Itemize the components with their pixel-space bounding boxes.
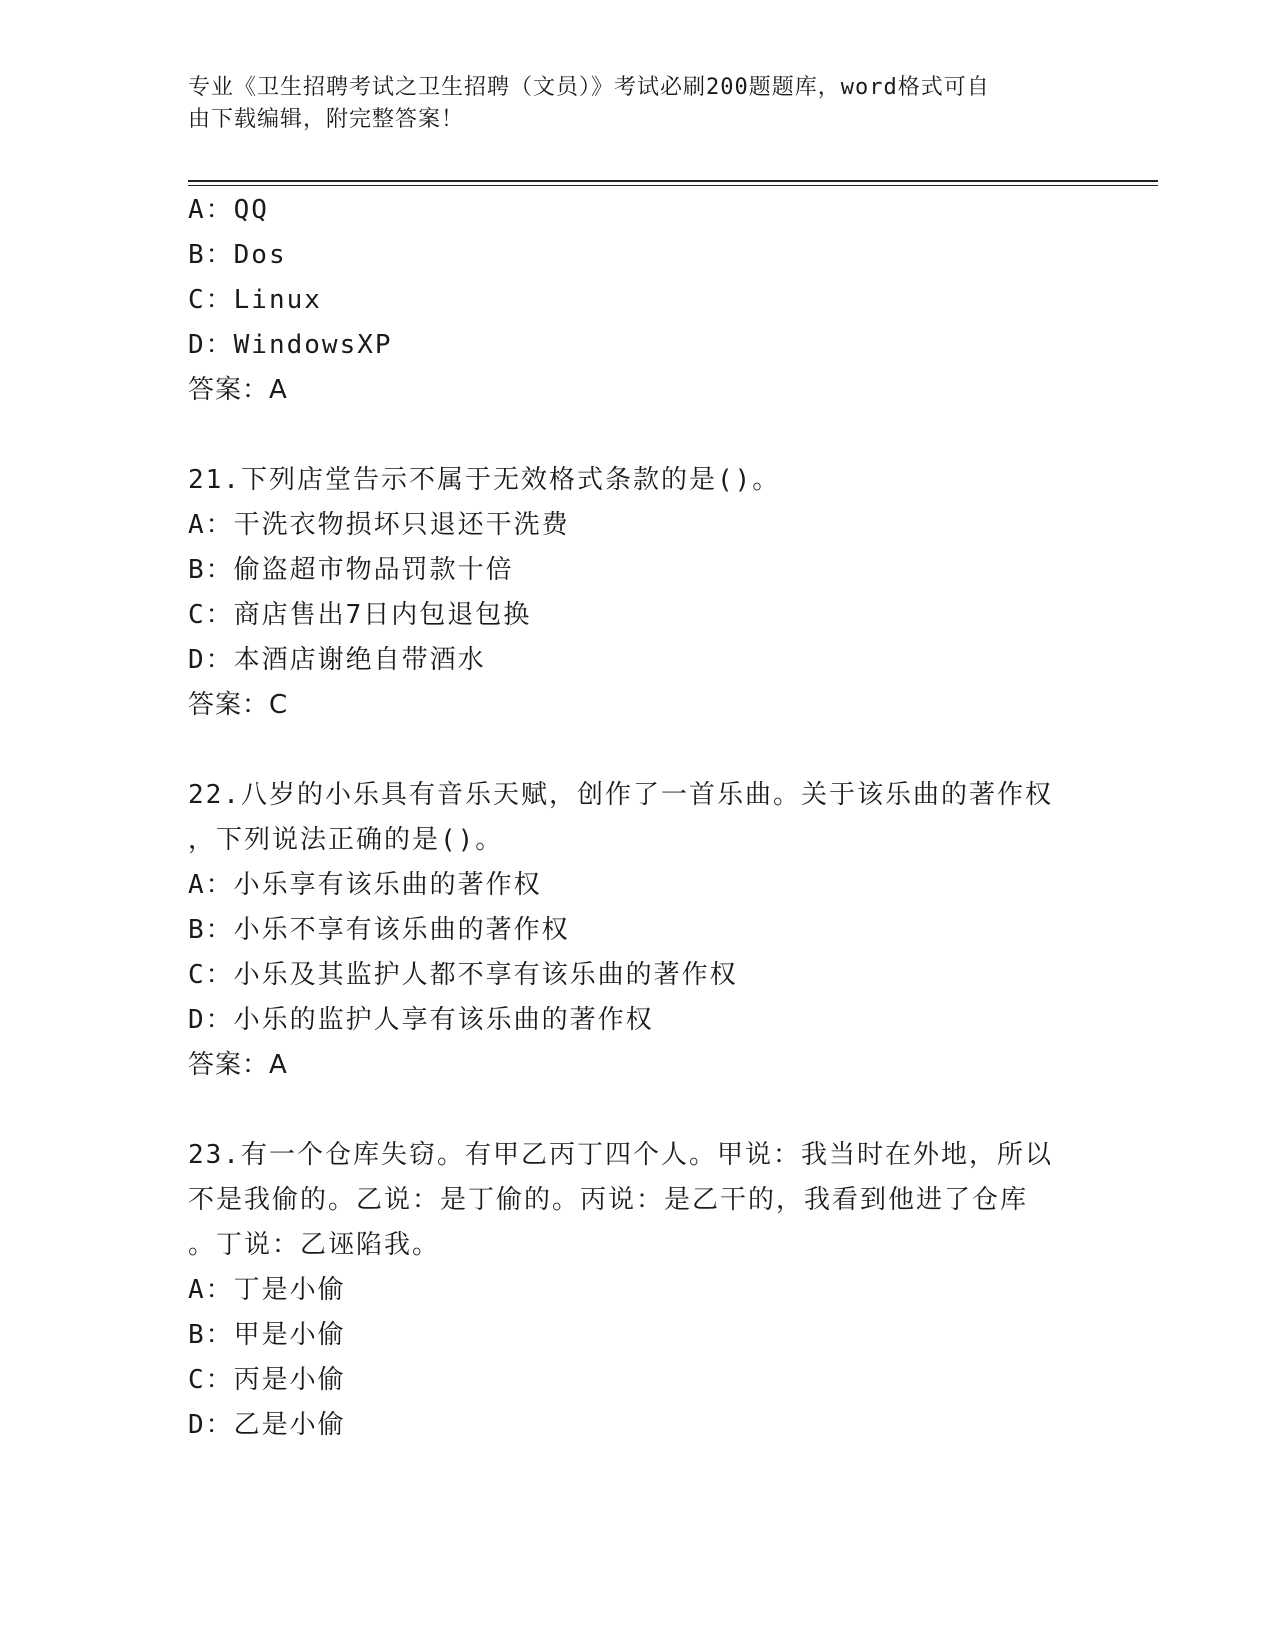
- q21-option-c: C：商店售出7日内包退包换: [188, 600, 532, 630]
- q21-stem: 21.下列店堂告示不属于无效格式条款的是()。: [188, 465, 781, 495]
- q21-option-a: A：干洗衣物损坏只退还干洗费: [188, 510, 570, 540]
- q22-answer: 答案：A: [188, 1050, 288, 1080]
- q23-option-d: D：乙是小偷: [188, 1410, 346, 1440]
- q20-answer: 答案：A: [188, 375, 288, 405]
- header-divider-thick: [188, 180, 1158, 182]
- q21-option-b: B：偷盗超市物品罚款十倍: [188, 555, 514, 585]
- q22-stem-line-1: 22.八岁的小乐具有音乐天赋，创作了一首乐曲。关于该乐曲的著作权: [188, 780, 1053, 810]
- q23-option-b: B：甲是小偷: [188, 1320, 346, 1350]
- header-divider-thin: [188, 185, 1158, 186]
- q23-stem-line-1: 23.有一个仓库失窃。有甲乙丙丁四个人。甲说：我当时在外地，所以: [188, 1140, 1053, 1170]
- q23-stem-line-2: 不是我偷的。乙说：是丁偷的。丙说：是乙干的，我看到他进了仓库: [188, 1185, 1029, 1215]
- q20-option-c: C：Linux: [188, 285, 322, 315]
- q21-answer: 答案：C: [188, 690, 289, 720]
- q21-option-d: D：本酒店谢绝自带酒水: [188, 645, 486, 675]
- q20-option-a: A：QQ: [188, 195, 269, 225]
- document-header: [188, 72, 1088, 136]
- q23-option-a: A：丁是小偷: [188, 1275, 346, 1305]
- q22-option-d: D：小乐的监护人享有该乐曲的著作权: [188, 1005, 654, 1035]
- q22-option-c: C：小乐及其监护人都不享有该乐曲的著作权: [188, 960, 738, 990]
- q23-stem-line-3: 。丁说：乙诬陷我。: [188, 1230, 441, 1260]
- q22-option-a: A：小乐享有该乐曲的著作权: [188, 870, 542, 900]
- q20-option-d: D：WindowsXP: [188, 330, 393, 360]
- q20-option-b: B：Dos: [188, 240, 287, 270]
- q23-option-c: C：丙是小偷: [188, 1365, 346, 1395]
- header-line-1: 专业《卫生招聘考试之卫生招聘（文员）》考试必刷200题题库，word格式可自: [188, 75, 990, 100]
- q22-stem-line-2: ，下列说法正确的是()。: [188, 825, 504, 855]
- q22-option-b: B：小乐不享有该乐曲的著作权: [188, 915, 570, 945]
- header-line-2: 由下载编辑，附完整答案！: [188, 107, 465, 132]
